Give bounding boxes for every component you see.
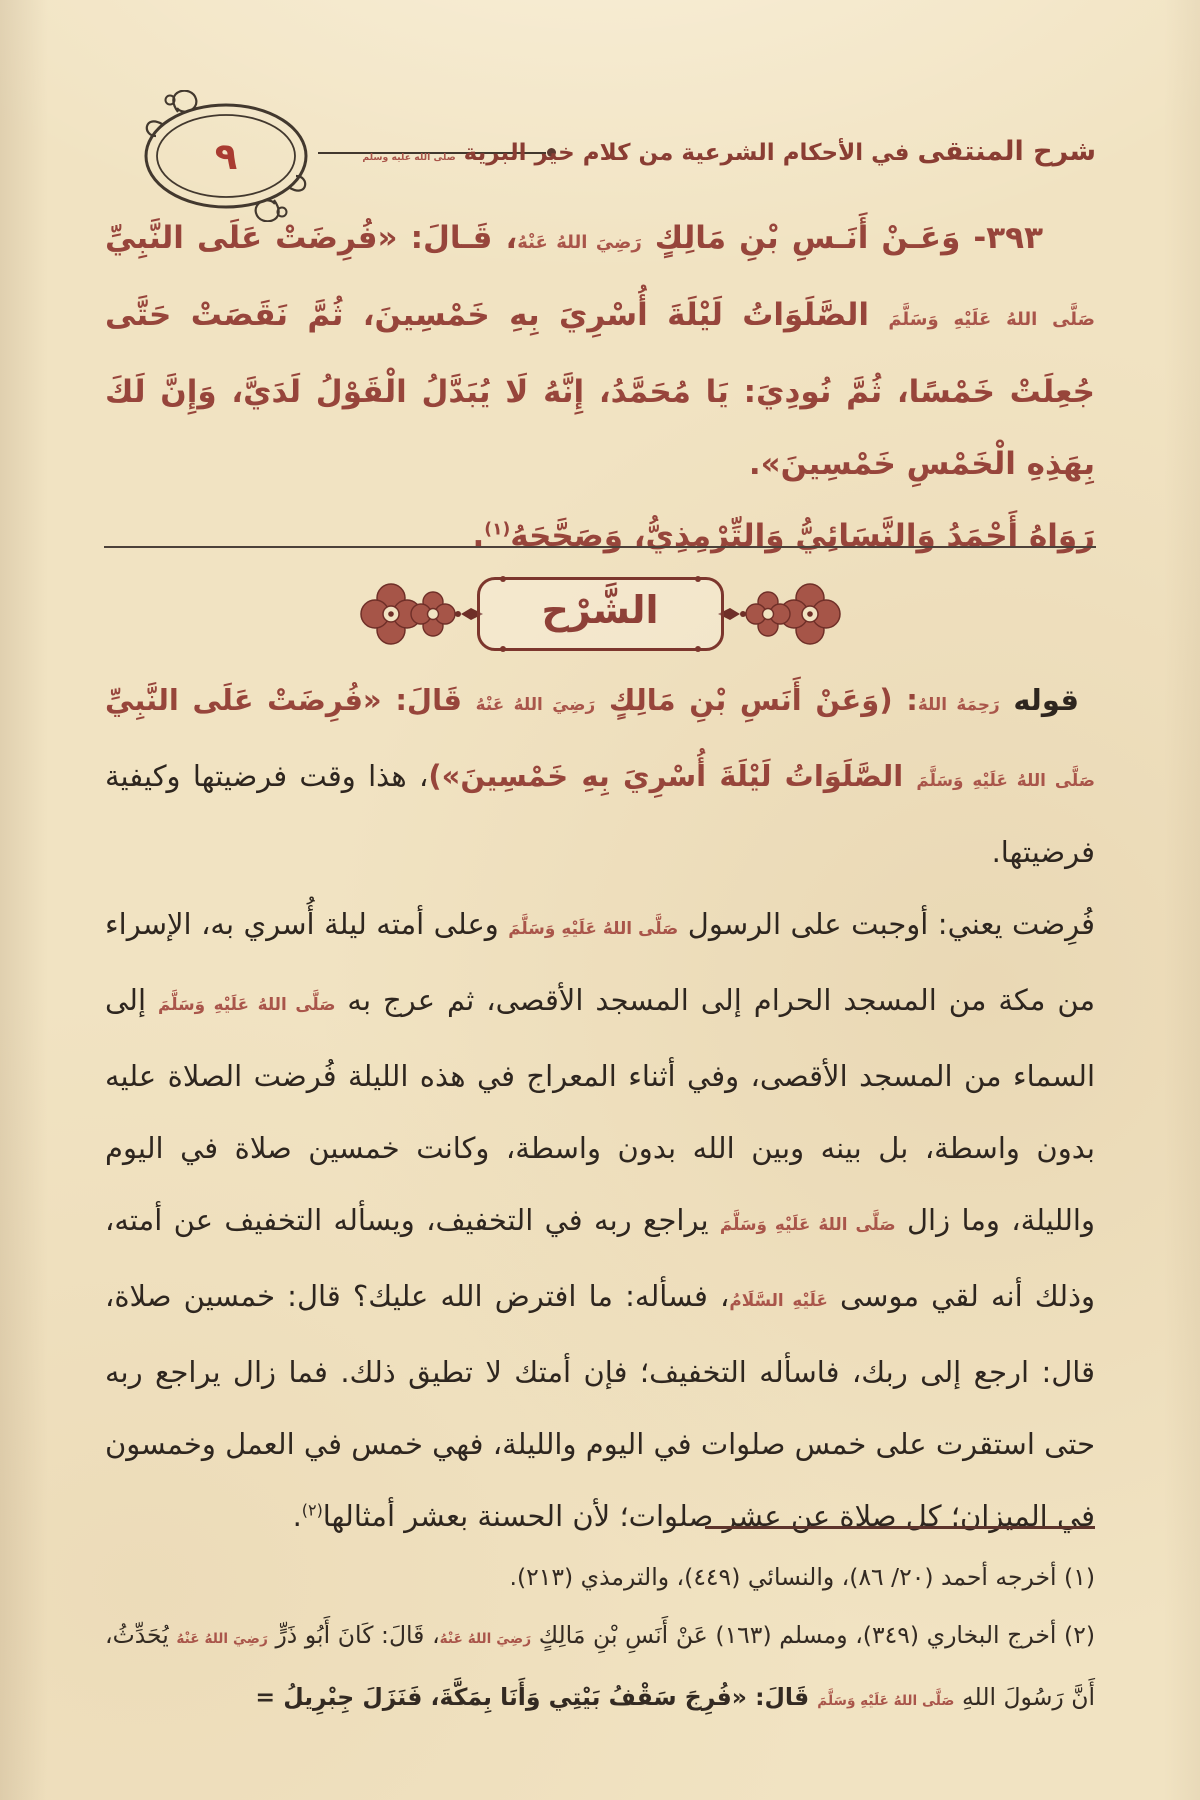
flower-ornament-left — [716, 572, 844, 656]
text-segment: (٢) أخرج البخاري (٣٤٩)، ومسلم (١٦٣) عَنْ أَنَسِ بْنِ مَالِكٍ — [531, 1621, 1095, 1649]
text-segment: (١) — [484, 519, 511, 540]
text-segment: رَضِيَ اللهُ عَنْهُ — [517, 232, 642, 253]
sharh-title-box — [477, 577, 724, 651]
book-title — [362, 124, 1096, 186]
footnotes-block — [105, 1548, 1095, 1730]
text-segment: . — [472, 518, 485, 554]
text-segment: رَضِيَ اللهُ عَنْهُ — [176, 1631, 268, 1647]
text-segment: يراجع ربه في التخفيف، ويسأله التخفيف عن أمته، وذلك أنه لقي موسى — [105, 1203, 1095, 1313]
text-segment: قوله — [999, 683, 1079, 717]
sharh-heading — [0, 560, 1200, 668]
text-segment: رَضِيَ اللهُ عَنْهُ — [439, 1631, 532, 1647]
book-title-main: شرح المنتقى — [917, 136, 1096, 167]
footnote-separator — [705, 1526, 1095, 1529]
text-segment: : (وَعَنْ أَنَسِ بْنِ مَالِكٍ — [595, 683, 918, 717]
flower-ornament-right — [357, 572, 485, 656]
hadith-text — [105, 202, 1095, 500]
text-segment: يُحَدِّثُ، أَنَّ رَسُولَ اللهِ — [105, 1621, 1095, 1711]
corner-dot — [500, 576, 506, 582]
text-segment: (١) أخرجه أحمد (٢٠/ ٨٦)، والنسائي (٤٤٩)، والترمذي (٢١٣). — [509, 1563, 1095, 1591]
text-segment: وعلى أمته ليلة أُسري به، الإسراء من مكة من المسجد الحرام إلى المسجد الأقصى، ثم عرج به — [105, 907, 1095, 1017]
text-segment: قَالَ: «فُرِجَ سَقْفُ بَيْتِي وَأَنَا بِمَكَّةَ، فَنَزَلَ جِبْرِيلُ = — [255, 1683, 818, 1711]
text-segment: إلى السماء من المسجد الأقصى، وفي أثناء المعراج في هذه الليلة فُرضت الصلاة عليه بدون واسطة، بل بينه وبين الله بدون واسطة، وكانت خمسين صلاة في اليوم والليلة، وما زال — [105, 983, 1095, 1237]
hadith-block — [105, 202, 1095, 572]
text-segment: صَلَّى اللهُ عَلَيْهِ وَسَلَّمَ — [916, 770, 1096, 790]
text-segment: ، قَـالَ: «فُرِضَتْ عَلَى النَّبِيِّ — [105, 220, 518, 256]
text-segment: ٣٩٣- وَعَـنْ أَنَـسِ بْنِ مَالِكٍ — [641, 220, 1044, 256]
text-segment: . — [292, 1499, 302, 1533]
sharh-title: الشَّرْح — [541, 588, 659, 632]
text-segment: قَالَ: «فُرِضَتْ عَلَى النَّبِيِّ — [105, 683, 476, 717]
book-title-rest: في الأحكام الشرعية من كلام خير البرية — [455, 140, 918, 166]
section-divider — [104, 546, 1096, 548]
corner-dot — [695, 646, 701, 652]
text-segment: ، هذا وقت فرضيتها وكيفية فرضيتها. — [105, 759, 1095, 869]
corner-dot — [695, 576, 701, 582]
text-segment: الصَّلَوَاتُ لَيْلَةَ أُسْرِيَ بِهِ خَمْسِينَ، ثُمَّ نَقَصَتْ حَتَّى جُعِلَتْ خَمْسًا، ثُمَّ نُودِيَ: يَا مُحَمَّدُ، إِنَّهُ لَا يُبَدَّلُ الْقَوْلُ لَدَيَّ، وَإِنَّ لَكَ بِهَذِهِ الْخَمْسِ خَمْسِينَ». — [105, 297, 1095, 482]
footnote-2 — [105, 1606, 1095, 1730]
text-segment: الصَّلَوَاتُ لَيْلَةَ أُسْرِيَ بِهِ خَمْسِينَ») — [428, 759, 917, 793]
commentary-block — [105, 664, 1095, 1552]
text-segment: رَوَاهُ أَحْمَدُ وَالنَّسَائِيُّ وَالتِّرْمِذِيُّ، وَصَحَّحَهُ — [510, 518, 1095, 554]
text-segment: صَلَّى اللهُ عَلَيْهِ وَسَلَّمَ — [817, 1693, 955, 1709]
text-segment: صَلَّى اللهُ عَلَيْهِ وَسَلَّمَ — [158, 994, 336, 1014]
commentary-paragraph — [105, 888, 1095, 1552]
text-segment: صَلَّى اللهُ عَلَيْهِ وَسَلَّمَ — [508, 918, 679, 938]
commentary-paragraph — [105, 664, 1095, 888]
corner-dot — [500, 646, 506, 652]
text-segment: رَحِمَهُ اللهُ — [917, 694, 1000, 714]
page-number: ٩ — [214, 134, 238, 178]
salla-honorific: صلى الله عليه وسلم — [362, 152, 456, 163]
text-segment: عَلَيْهِ السَّلَامُ — [729, 1290, 828, 1310]
text-segment: ، قَالَ: كَانَ أَبُو ذَرٍّ — [267, 1621, 440, 1649]
text-segment: صَلَّى اللهُ عَلَيْهِ وَسَلَّمَ — [719, 1214, 896, 1234]
text-segment: ، فسأله: ما افترض الله عليك؟ قال: خمسين صلاة، قال: ارجع إلى ربك، فاسأله التخفيف؛ فإن أمتك لا تطيق ذلك. فما زال يراجع ربه حتى استقرت على خمس صلوات في اليوم والليلة، فهي خمس في العمل وخمسون في الميزان؛ كل صلاة عن عشر صلوات؛ لأن الحسنة بعشر أمثالها — [105, 1279, 1095, 1533]
text-segment: فُرِضت يعني: أوجبت على الرسول — [678, 907, 1095, 941]
text-segment: صَلَّى اللهُ عَلَيْهِ وَسَلَّمَ — [888, 309, 1095, 330]
text-segment: (٢) — [301, 1500, 323, 1520]
text-segment: رَضِيَ اللهُ عَنْهُ — [475, 694, 596, 714]
footnote-1 — [105, 1548, 1095, 1606]
